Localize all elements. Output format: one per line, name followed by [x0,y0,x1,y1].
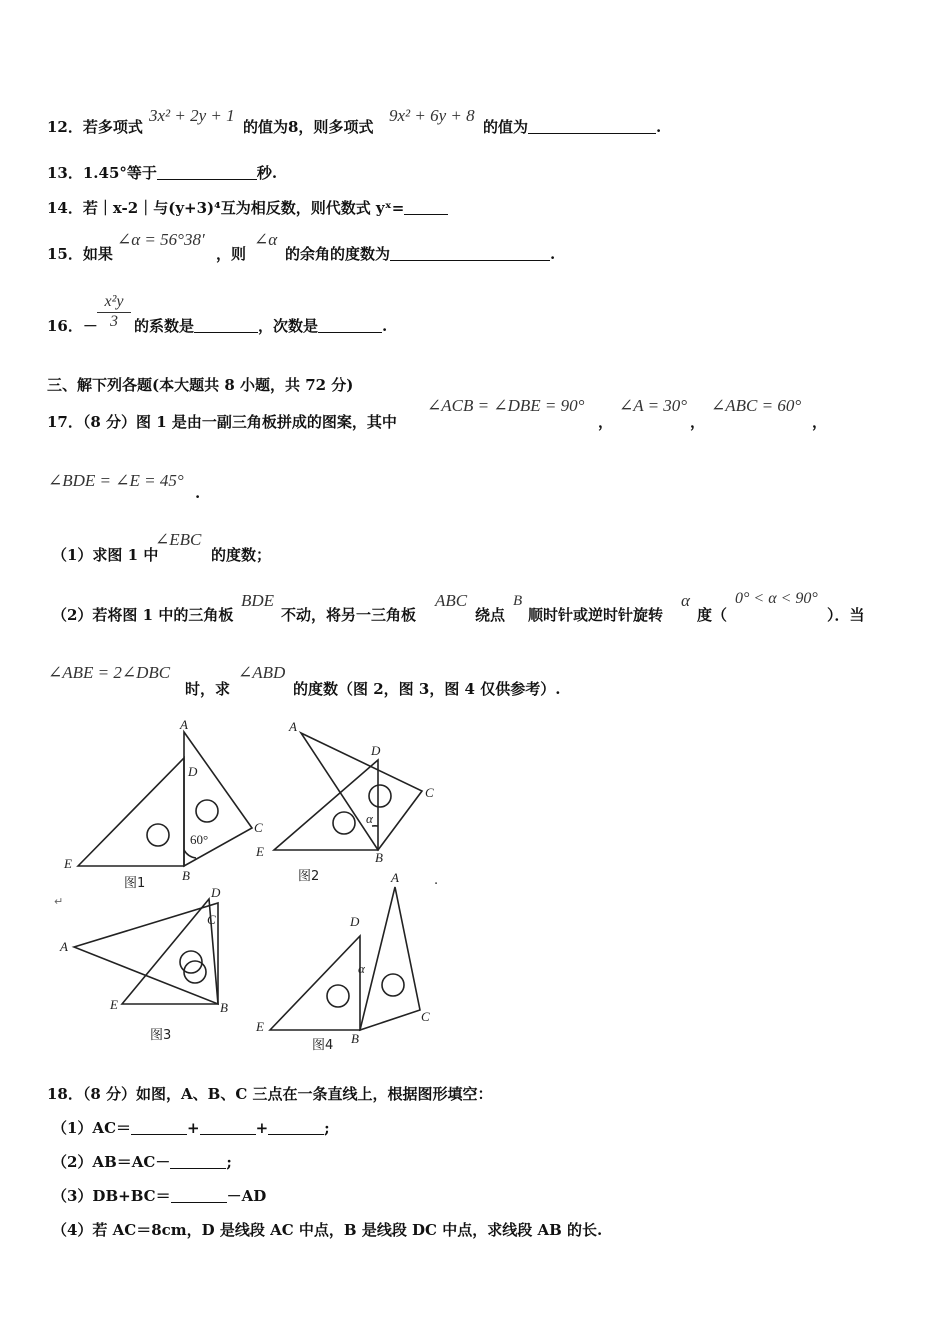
fig1-label-e: E [64,856,72,871]
q18-p2-blank[interactable] [170,1154,226,1169]
fig1-angle-arc [184,850,196,858]
q17-number: 17．（8 分）图 1 是由一副三角板拼成的图案，其中 [47,413,397,431]
q16-mid2: ，次数是 [258,317,319,335]
q12-end: 的值为 [483,118,529,136]
q17-part-2-c: 绕点 [475,606,506,624]
q16-number: 16．－ [47,317,98,335]
fig2-label-b: B [375,850,383,865]
fig4-caption: 图4 [312,1038,334,1053]
q17-sep-3: ， [812,413,828,431]
q16-fraction-numerator: x²y [97,293,131,313]
q16-mid: 的系数是 [134,317,195,335]
q17-part-2-g: 时，求 [185,680,231,698]
fig4-label-a: A [391,870,399,885]
q17-part-2-d: 顺时针或逆时针旋转 [528,606,664,624]
fig1-angle-60: 60° [190,832,209,847]
q13-text: 13．1.45°等于 [47,164,157,182]
fig4-label-d: D [350,914,360,929]
fig4-hole-2 [382,974,404,996]
q18-part-1 [52,1117,330,1138]
q18-p3-end: －AD [226,1187,267,1205]
figures-dot: . [434,873,439,888]
q17-p2-condition: ∠ABE = 2∠DBC [48,663,171,682]
fig3-label-b: B [220,1000,228,1015]
section-3-title-text: 三、解下列各题(本大题共 8 小题，共 72 分) [47,376,354,394]
fig3-triangle-abc [74,903,218,1004]
q15-expression-1: ∠α = 56°38′ [117,230,205,249]
q17-condition-4: ∠BDE = ∠E = 45° [48,471,184,490]
q17-part-2-b: 不动，将另一三角板 [281,606,417,624]
q17-p2-point: B [513,593,523,609]
fig4-triangle-abc [360,887,420,1030]
fig1-hole-2 [196,800,218,822]
fig1-label-b: B [182,868,190,883]
q16-fraction-denominator: 3 [110,313,118,330]
fig3-triangle-bde [122,899,218,1004]
fig4-label-e: E [256,1019,264,1034]
q18-p1-text: （1）AC＝ [52,1119,132,1137]
q18-number: 18．（8 分）如图，A、B、C 三点在一条直线上，根据图形填空： [47,1085,493,1103]
fig4-label-c: C [421,1009,430,1024]
figure-2 [274,733,422,850]
q18-p3-blank[interactable] [171,1188,227,1203]
fig1-caption: 图1 [124,876,146,891]
fig2-caption: 图2 [298,869,320,884]
q12-dot: . [656,118,662,136]
return-mark: ↵ [54,895,64,908]
fig3-label-d: D [211,885,221,900]
q17-sep-1: ， [598,413,614,431]
q12-expression-2: 9x² + 6y + 8 [389,106,475,125]
q18-p4-text: （4）若 AC＝8cm，D 是线段 AC 中点，B 是线段 DC 中点，求线段 AB 的长. [52,1221,603,1239]
q17-part-2-e: 度（ [697,606,728,624]
q18-p1-end: ; [324,1119,330,1137]
q15-expression-2: ∠α [254,230,278,249]
fig4-hole-1 [327,985,349,1007]
q17-condition-2: ∠A = 30° [619,396,688,415]
q13-end: 秒. [256,164,278,182]
fig2-triangle-abc [301,733,422,850]
q18-p2-text: （2）AB＝AC－ [52,1153,171,1171]
q18-p2-end: ; [226,1153,232,1171]
q17-period: . [195,484,201,502]
q17-p2-abd: ∠ABD [238,663,286,682]
fig3-label-e: E [110,997,118,1012]
q18-p1-plus-1: + [187,1119,200,1137]
fig1-label-d: D [188,764,198,779]
fig2-angle-alpha: α [366,811,373,826]
figure-4 [270,887,420,1030]
fig3-label-a: A [60,939,68,954]
fig1-hole-1 [147,824,169,846]
fig3-label-c: C [207,912,216,927]
q18-p1-blank-3[interactable] [268,1120,324,1135]
q18-p3-text: （3）DB+BC＝ [52,1187,171,1205]
q17-p1-expression: ∠EBC [155,530,202,549]
fig4-angle-alpha: α [358,961,365,976]
q17-part-2-a: （2）若将图 1 中的三角板 [52,606,234,624]
q12-mid: 的值为8，则多项式 [243,118,374,136]
question-18 [47,1083,493,1104]
figure-1 [78,732,252,866]
q18-p1-blank-1[interactable] [131,1120,187,1135]
q17-condition-3: ∠ABC = 60° [711,396,802,415]
q15-number: 15．如果 [47,245,113,263]
q17-part-2-f: ）．当 [827,606,865,624]
fig2-triangle-bde [274,760,378,850]
figure-3 [74,899,218,1004]
fig2-label-d: D [371,743,381,758]
q18-p1-plus-2: + [255,1119,269,1137]
q17-p2-abc: ABC [435,591,468,610]
q17-p1-prefix: （1）求图 1 中 [52,546,159,564]
q17-p2-bde: BDE [241,591,275,610]
q15-end: 的余角的度数为 [285,245,391,263]
q16-dot: . [382,317,388,335]
q18-part-2 [52,1151,232,1172]
q12-expression-1: 3x² + 2y + 1 [149,106,235,125]
fig1-label-c: C [254,820,263,835]
fig2-label-e: E [256,844,264,859]
q18-p1-blank-2[interactable] [200,1120,256,1135]
fig1-label-a: A [180,717,188,732]
q15-dot: . [550,245,556,263]
fig2-hole-2 [369,785,391,807]
fig4-triangle-bde [270,936,360,1030]
q18-part-4 [52,1219,602,1240]
q17-part-2-h: 的度数（图 2，图 3，图 4 仅供参考）. [293,680,561,698]
fig3-caption: 图3 [150,1028,172,1043]
fig1-triangle-bde [78,758,184,866]
q17-p1-suffix: 的度数； [211,546,272,564]
q15-mid: ，则 [216,245,247,263]
q17-p2-range: 0° < α < 90° [735,590,818,607]
q17-p2-alpha: α [681,591,690,610]
fig2-hole-1 [333,812,355,834]
q18-part-3 [52,1185,266,1206]
q17-condition-1: ∠ACB = ∠DBE = 90° [427,396,585,415]
q12-number: 12．若多项式 [47,118,143,136]
fig2-label-a: A [289,719,297,734]
q17-sep-2: ， [690,413,706,431]
fig2-label-c: C [425,785,434,800]
q14-text: 14．若｜x-2｜与(y+3)⁴互为相反数，则代数式 yˣ= [47,199,405,217]
fig4-label-b: B [351,1031,359,1046]
